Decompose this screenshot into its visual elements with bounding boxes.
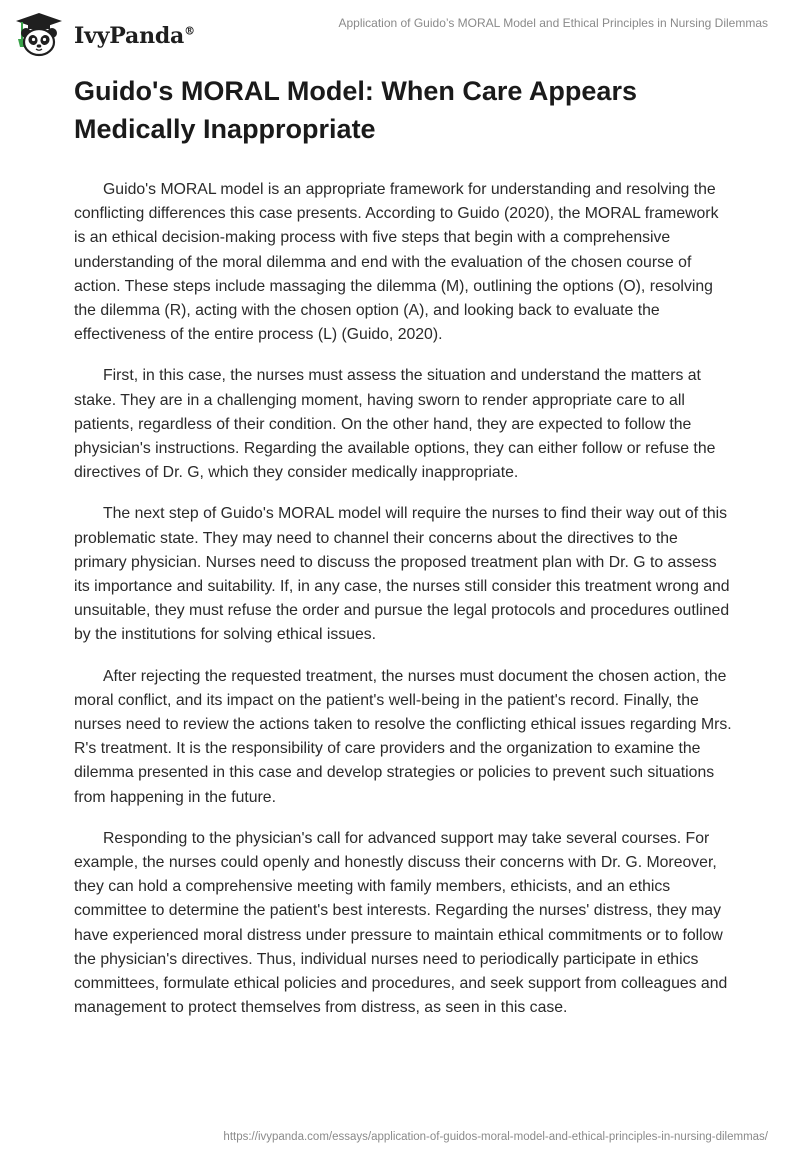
paragraph: First, in this case, the nurses must assess the situation and understand the matters at stake. They are in a challenging moment, having sworn to render appropriate care to all patients, regardless of their condition. On the other hand, they are expected to follow the physician's instructions. Regarding the available options, they can either follow or refuse the directives of Dr. G, which they consider medically inappropriate. xyxy=(74,367,716,482)
paragraph: After rejecting the requested treatment, the nurses must document the chosen action, the moral conflict, and its impact on the patient's well-being in the patient's record. Finally, the nurses need to review the actions taken to resolve the conflicting ethical issues regarding Mrs. R's treatment. It is the responsibility of care providers and the organization to examine the dilemma presented in this case and develop strategies or policies to prevent such situations from happening in the future. xyxy=(74,667,732,806)
article-content xyxy=(74,72,734,1038)
page-header xyxy=(0,0,800,70)
panda-graduate-icon xyxy=(14,11,64,57)
article-title: Guido's MORAL Model: When Care Appears Medically Inappropriate xyxy=(74,76,637,144)
paragraph: Guido's MORAL model is an appropriate framework for understanding and resolving the conflicting differences this case presents. According to Guido (2020), the MORAL framework is an ethical decision-making process with five steps that begin with a comprehensive understanding of the moral dilemma and end with the evaluation of the chosen course of action. These steps include massaging the dilemma (M), outlining the options (O), resolving the dilemma (R), acting with the chosen option (A), and looking back to evaluate the effectiveness of the entire process (L) (Guido, 2020). xyxy=(74,181,719,344)
article-body xyxy=(74,178,734,1021)
paragraph: The next step of Guido's MORAL model will require the nurses to find their way out of this problematic state. They may need to channel their concerns about the directives to the primary physician. Nurses need to discuss the proposed treatment plan with Dr. G to assess its importance and suitability. If, in any case, the nurses still consider this treatment wrong and unsuitable, they must refuse the order and pursue the legal protocols and procedures outlined by the institutions for solving ethical issues. xyxy=(74,505,730,644)
footer-source-url[interactable]: https://ivypanda.com/essays/application-of-guidos-moral-model-and-ethical-principles-in-nursing-dilemmas/ xyxy=(223,1131,768,1143)
registered-mark: ® xyxy=(184,24,195,38)
logo-wordmark xyxy=(74,23,195,49)
paragraph: Responding to the physician's call for advanced support may take several courses. For example, the nurses could openly and honestly discuss their concerns with Dr. G. Moreover, they can hold a comprehensive meeting with family members, ethicists, and an ethics committee to determine the patient's best interests. Regarding the nurses' distress, they may have experienced moral distress under pressure to maintain ethical commitments or to follow the physician's directives. Thus, individual nurses need to periodically participate in ethics committees, formulate ethical policies and procedures, and seek support from colleagues and management to protect themselves from distress, as seen in this case. xyxy=(74,829,728,1017)
document-title: Application of Guido’s MORAL Model and Ethical Principles in Nursing Dilemmas xyxy=(338,16,768,30)
ivypanda-logo[interactable] xyxy=(14,10,195,58)
logo-text: IvyPanda xyxy=(74,23,185,49)
